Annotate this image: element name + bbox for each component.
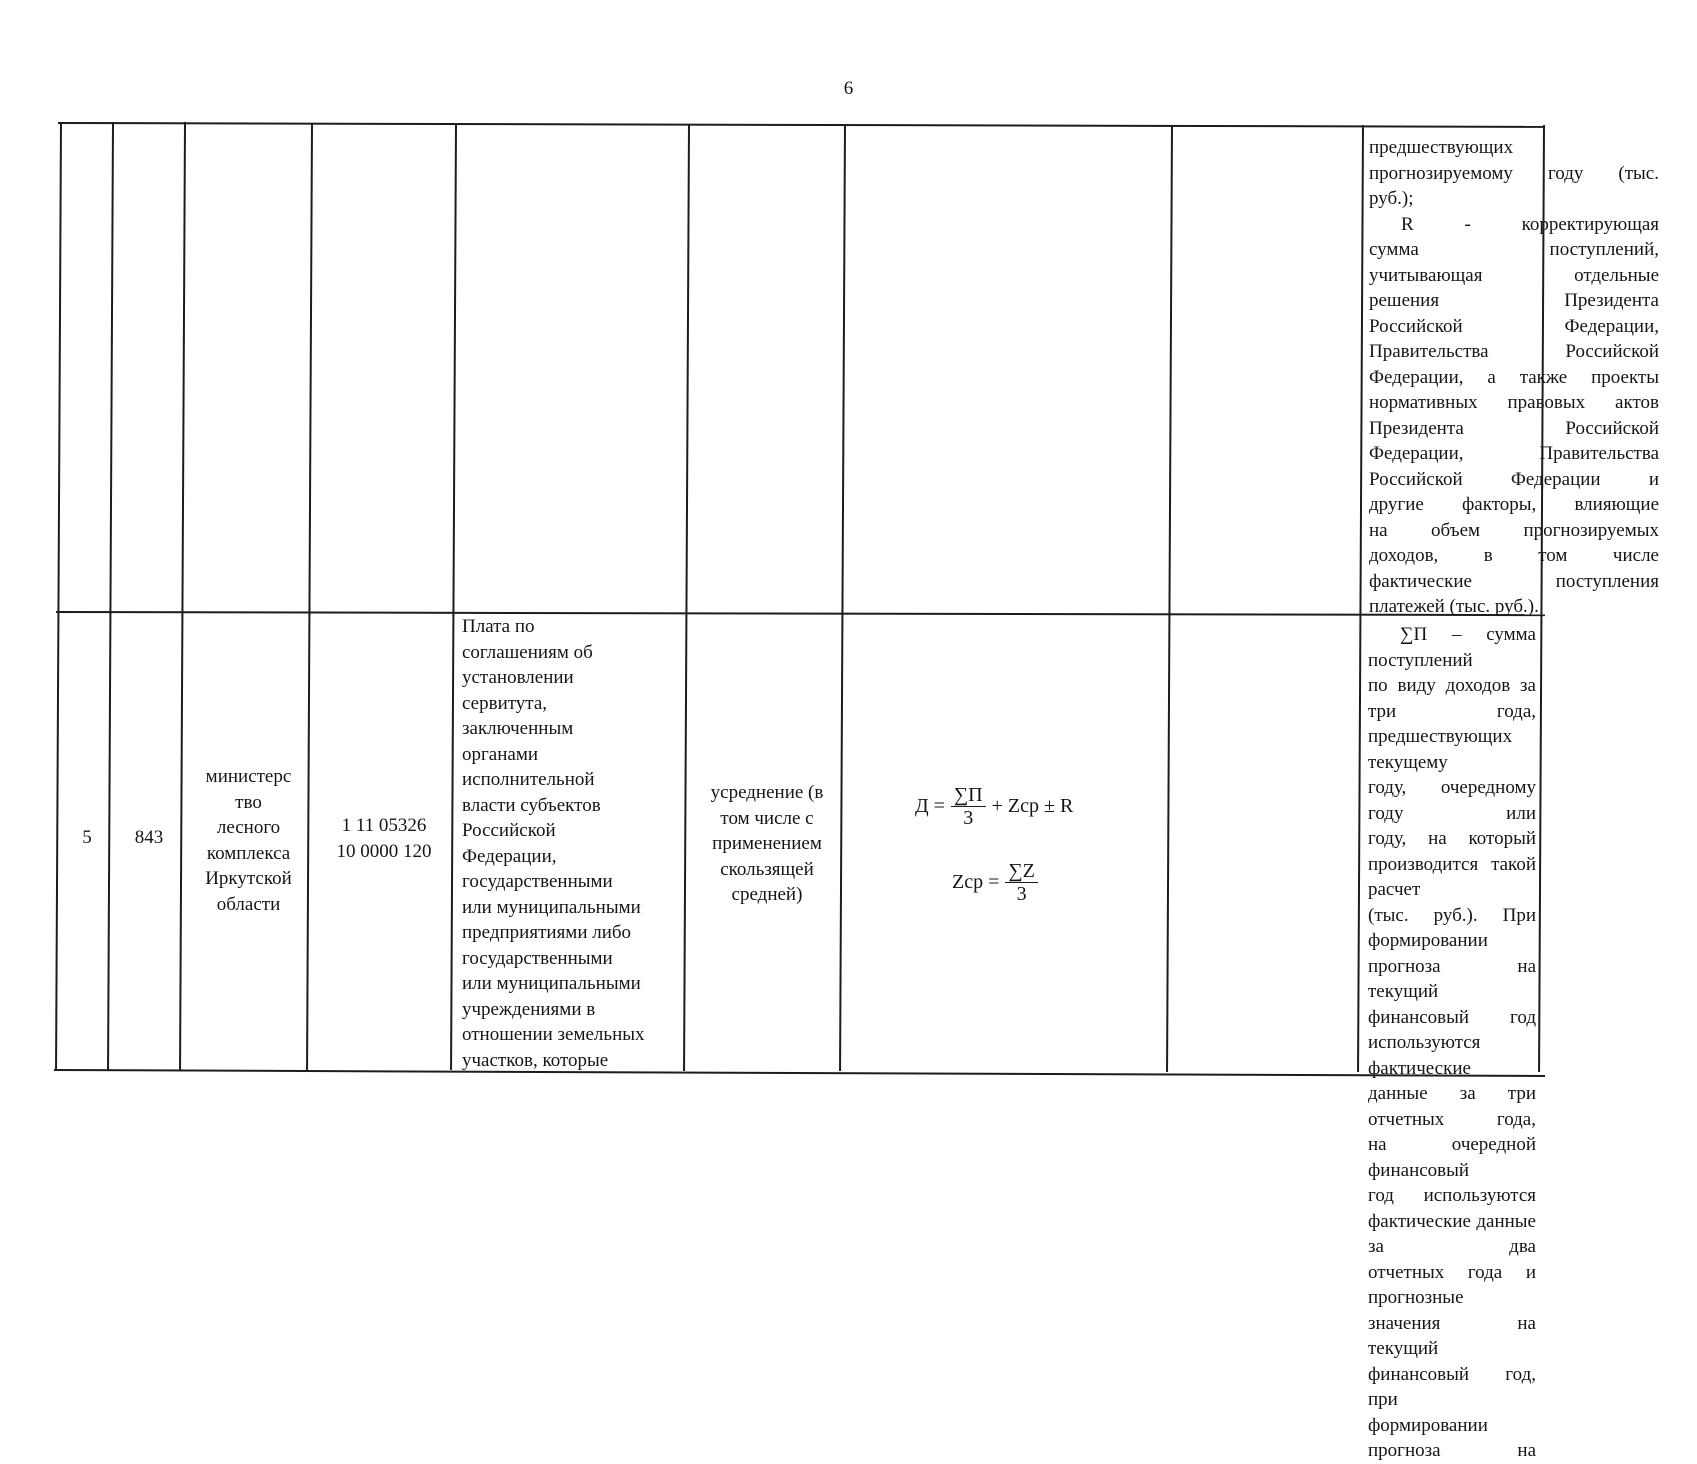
text-line: год используются (1368, 1185, 1536, 1206)
text-line: данные за три отчетных года, (1368, 1083, 1536, 1130)
text-line: участков, которые (462, 1049, 609, 1071)
text-line: предшествующих (1369, 137, 1514, 158)
text-line: Федерации, а также проекты (1369, 366, 1659, 388)
text-line: финансовый год, при (1368, 1363, 1536, 1410)
text-line: платежей (тыс. руб.). (1369, 596, 1539, 617)
text-line: Российской Федерации и (1369, 468, 1659, 490)
text-line: Президента Российской (1369, 417, 1659, 439)
text-line: другие факторы, влияющие (1369, 494, 1659, 515)
text-line: R - корректирующая (1401, 213, 1659, 235)
calculation-method (690, 780, 844, 908)
text-line: нормативных правовых актов (1369, 392, 1659, 413)
text-line: исполнительной (462, 769, 595, 790)
fraction-numerator: ∑П (951, 784, 986, 807)
text-line: Иркутской (205, 868, 292, 889)
text-line: доходов, в том числе (1369, 545, 1659, 566)
text-line: руб.); (1369, 188, 1414, 209)
formula-lhs: Zср = (952, 871, 1000, 893)
formula-main (915, 784, 1073, 829)
text-line: сумма поступлений, (1369, 239, 1659, 260)
text-line: Российской Федерации, (1369, 315, 1659, 337)
text-line: государственными (462, 947, 613, 969)
formula-average (952, 860, 1038, 905)
text-line: Российской (462, 820, 556, 841)
text-line: фактические поступления (1369, 570, 1659, 592)
text-line: органами (462, 743, 539, 765)
text-line: ∑П – сумма поступлений (1368, 624, 1536, 671)
text-line: или муниципальными (462, 973, 641, 994)
text-line: министерс (205, 766, 292, 787)
text-line: отчетных года и прогнозные (1368, 1261, 1536, 1308)
administrator-name (186, 764, 311, 917)
text-line: на объем прогнозируемых (1369, 519, 1659, 541)
text-line: комплекса (206, 842, 291, 864)
text-line: 1 11 05326 (341, 815, 427, 836)
text-line: средней) (731, 884, 803, 905)
text-line: предшествующих текущему (1368, 726, 1513, 773)
text-line: прогнозируемому году (тыс. (1369, 162, 1659, 184)
page-number: 6 (843, 78, 854, 99)
continuation-description (1369, 135, 1659, 620)
text-line: Правительства Российской (1369, 341, 1659, 362)
text-line: формировании прогноза на (1368, 930, 1536, 977)
text-line: отношении земельных (462, 1024, 645, 1045)
text-line: значения на текущий (1368, 1312, 1536, 1359)
text-line: лесного (216, 817, 281, 838)
formula-lhs: Д = (915, 795, 945, 817)
formula-rest: + Zср ± R (991, 795, 1074, 817)
text-line: фактические данные за два (1368, 1210, 1536, 1257)
text-line: на очередной финансовый (1368, 1134, 1536, 1181)
text-line: соглашениям об (462, 641, 593, 663)
formula-fraction (951, 784, 986, 829)
text-line: установлении (462, 667, 574, 688)
fraction-denominator: 3 (1016, 883, 1027, 905)
text-line: Федерации, (462, 845, 557, 867)
text-line: усреднение (в (710, 782, 824, 803)
text-line: заключенным (462, 718, 574, 739)
text-line: Федерации, Правительства (1369, 443, 1659, 464)
income-name (462, 614, 687, 1073)
text-line: власти субъектов (462, 794, 601, 816)
text-line: Плата по (462, 616, 535, 637)
text-line: году, на который (1368, 828, 1536, 849)
text-line: учреждениями в (462, 998, 596, 1020)
text-line: производится такой расчет (1368, 853, 1536, 900)
text-line: том числе с (720, 807, 814, 829)
row-number: 5 (82, 827, 92, 848)
text-line: предприятиями либо (462, 922, 632, 943)
text-line: скользящей (720, 858, 814, 880)
text-line: государственными (462, 871, 613, 892)
budget-classification-code (313, 813, 455, 864)
text-line: или муниципальными (462, 896, 641, 918)
text-line: 10 0000 120 (336, 840, 432, 862)
text-line: (тыс. руб.). При (1368, 904, 1536, 926)
text-line: формировании прогноза на (1368, 1414, 1536, 1461)
formula-fraction (1005, 860, 1037, 905)
text-line: области (216, 893, 281, 915)
row5-description (1368, 622, 1536, 1464)
text-line: учитывающая отдельные (1369, 264, 1659, 286)
text-line: используются фактические (1368, 1032, 1481, 1079)
fraction-denominator: 3 (963, 807, 974, 829)
fraction-numerator: ∑Z (1005, 860, 1037, 883)
text-line: сервитута, (462, 692, 548, 714)
text-line: решения Президента (1369, 290, 1659, 311)
text-line: текущий финансовый год (1368, 981, 1536, 1028)
continuation-description-text (1369, 135, 1659, 620)
text-line: по виду доходов за три года, (1368, 675, 1536, 722)
text-line: применением (712, 833, 822, 854)
text-line: тво (235, 791, 262, 813)
text-line: году, очередному году или (1368, 777, 1536, 824)
administrator-code: 843 (134, 827, 164, 848)
